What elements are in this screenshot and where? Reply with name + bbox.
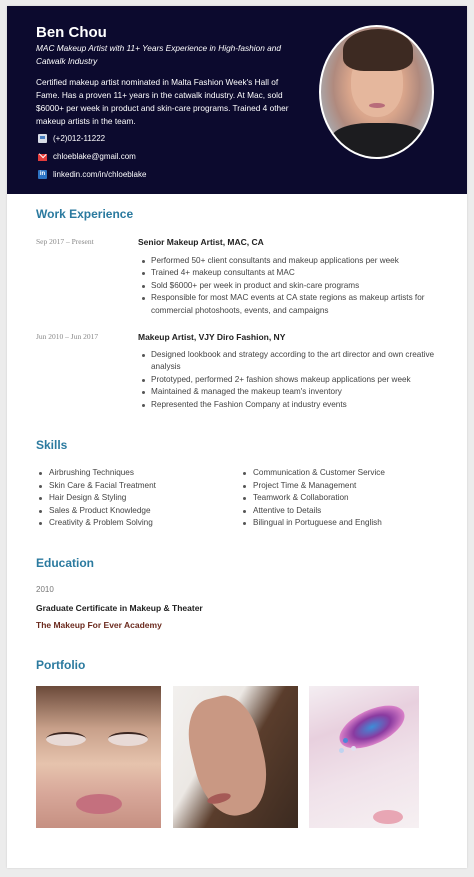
- candidate-tagline: MAC Makeup Artist with 11+ Years Experience in High-fashion and Catwalk Industry: [36, 43, 281, 66]
- list-item: Project Time & Management: [240, 480, 385, 493]
- list-item: Bilingual in Portuguese and English: [240, 517, 385, 530]
- list-item: Skin Care & Facial Treatment: [36, 480, 156, 493]
- contact-phone-text: (+2)012-11222: [53, 134, 106, 143]
- skills-list-left: [36, 467, 156, 530]
- education-heading: Education: [36, 556, 95, 570]
- contact-phone: [38, 134, 105, 143]
- list-item: Prototyped, performed 2+ fashion shows makeup applications per week: [138, 374, 438, 386]
- list-item: Creativity & Problem Solving: [36, 517, 156, 530]
- list-item: Represented the Fashion Company at industry events: [138, 399, 438, 411]
- job-role: Senior Makeup Artist, MAC, CA: [138, 237, 264, 247]
- education-school: The Makeup For Ever Academy: [36, 620, 162, 630]
- contact-linkedin-text[interactable]: linkedin.com/in/chloeblake: [53, 170, 147, 179]
- list-item: Airbrushing Techniques: [36, 467, 156, 480]
- linkedin-icon: in: [39, 171, 46, 177]
- education-year: 2010: [36, 585, 54, 594]
- mail-icon: [38, 154, 47, 161]
- contact-email[interactable]: [38, 152, 136, 161]
- list-item: Maintained & managed the makeup team's inventory: [138, 386, 438, 398]
- portfolio-heading: Portfolio: [36, 658, 86, 672]
- skills-heading: Skills: [36, 438, 68, 452]
- portfolio-image-3[interactable]: [309, 686, 419, 828]
- job-role: Makeup Artist, VJY Diro Fashion, NY: [138, 332, 286, 342]
- resume-page: [7, 6, 467, 868]
- job-bullets: [138, 255, 438, 317]
- list-item: Responsible for most MAC events at CA state regions as makeup artists for commercial photoshoots, events, and campaigns: [138, 292, 438, 317]
- list-item: Attentive to Details: [240, 505, 385, 518]
- portfolio-image-1[interactable]: [36, 686, 161, 828]
- list-item: Sold $6000+ per week in product and skin-care programs: [138, 280, 438, 292]
- list-item: Teamwork & Collaboration: [240, 492, 385, 505]
- list-item: Performed 50+ client consultants and makeup applications per week: [138, 255, 438, 267]
- work-experience-heading: Work Experience: [36, 207, 134, 221]
- job-bullets: [138, 349, 438, 411]
- list-item: Sales & Product Knowledge: [36, 505, 156, 518]
- contact-linkedin[interactable]: [38, 170, 146, 179]
- contact-email-text[interactable]: chloeblake@gmail.com: [53, 152, 136, 161]
- list-item: Hair Design & Styling: [36, 492, 156, 505]
- resume-header: [7, 6, 467, 194]
- list-item: Trained 4+ makeup consultants at MAC: [138, 267, 438, 279]
- list-item: Designed lookbook and strategy according to the art director and own creative analysis: [138, 349, 438, 374]
- list-item: Communication & Customer Service: [240, 467, 385, 480]
- candidate-name: Ben Chou: [36, 24, 107, 41]
- portfolio-image-2[interactable]: [173, 686, 298, 828]
- skills-list-right: [240, 467, 385, 530]
- job-dates: Sep 2017 – Present: [36, 237, 94, 246]
- education-degree: Graduate Certificate in Makeup & Theater: [36, 603, 203, 613]
- candidate-summary: Certified makeup artist nominated in Malta Fashion Week's Hall of Fame. Has a proven 11+ years in the catwalk industry. At Mac, sold $6000+ per week in product and skin-care programs. Trained 4 other makeup artists in the team.: [36, 77, 289, 126]
- profile-photo: [319, 25, 434, 159]
- phone-icon: [38, 134, 47, 143]
- job-dates: Jun 2010 – Jun 2017: [36, 332, 99, 341]
